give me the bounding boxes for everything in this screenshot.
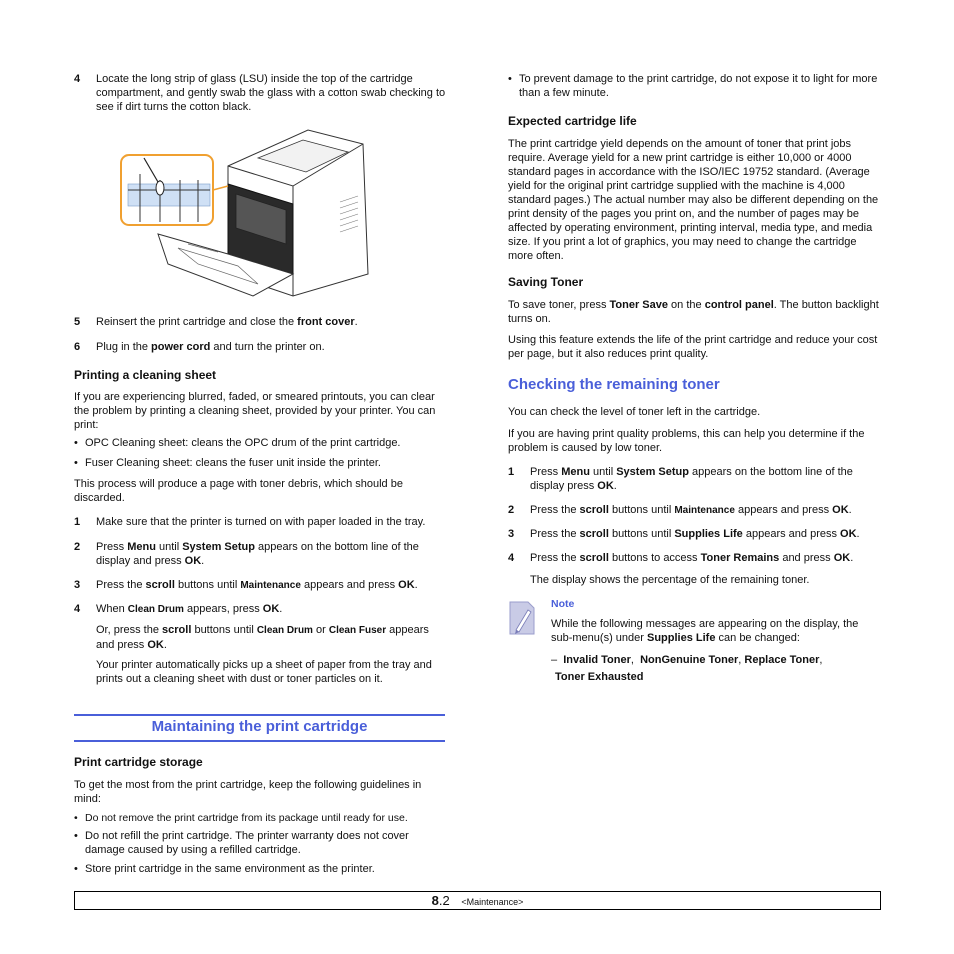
paragraph: If you are having print quality problems, this can help you determine if the problem is caused by low toner. [508,428,865,454]
note-message-list: – Invalid Toner, NonGenuine Toner, Replace Toner, [551,654,823,666]
bullet-item: • To prevent damage to the print cartridge, do not expose it to light for more than a few minute. [519,72,880,100]
note-label: Note [551,598,575,610]
paragraph: This process will produce a page with toner debris, which should be discarded. [74,478,403,504]
bullet-item: • Store print cartridge in the same environment as the printer. [85,862,445,876]
note-icon [508,600,536,636]
bullet-item: • Do not remove the print cartridge from its package until ready for use. [85,811,445,825]
note-text: While the following messages are appearing on the display, the sub-menu(s) under Supplies Life can be changed: [551,618,859,644]
check-toner-heading: Checking the remaining toner [508,376,720,393]
step-text: Plug in the power cord and turn the printer on. [96,341,325,353]
step-number: 3 [508,528,515,540]
bullet-item: • Fuser Cleaning sheet: cleans the fuser unit inside the printer. [85,456,445,470]
footer-chapter-label: <Maintenance> [461,897,524,907]
life-heading: Expected cartridge life [508,114,637,128]
section-heading: Maintaining the print cartridge [151,718,368,735]
section-heading-bar [74,714,445,742]
step-number: 2 [74,541,81,553]
step-number: 3 [74,579,81,591]
storage-heading: Print cartridge storage [74,755,203,769]
step-text: Make sure that the printer is turned on with paper loaded in the tray. [96,516,426,528]
step-text: Press the scroll buttons until Supplies Life appears and press OK. [530,528,860,540]
note-message-list: Toner Exhausted [555,671,644,683]
step-text: Locate the long strip of glass (LSU) inside the top of the cartridge compartment, and gently swab the glass with a cotton swab checking to see if dirt turns the cotton black. [96,73,446,113]
step-number: 4 [508,552,515,564]
page-footer [74,891,881,910]
step-number: 1 [508,466,515,478]
cleaning-heading: Printing a cleaning sheet [74,368,217,382]
page-number: 8 [431,893,439,908]
step-text: Press the scroll buttons to access Toner Remains and press OK. [530,552,854,564]
paragraph: You can check the level of toner left in the cartridge. [508,406,761,418]
paragraph: The print cartridge yield depends on the amount of toner that print jobs require. Average yield for a new print cartridge is either 10,000 or 4000 standard pages in accordance with the ISO/IEC 19752 standard. (Average yield for the original print cartridge supplied with the machine is 4,000 standard pages.) The actual number may also be different depending on the print density of the pages you print on, and the number of pages may be affected by operating environment, printing interval, media type, and media size. If you print a lot of graphics, you may need to change the cartridge more often. [508,138,879,262]
step-text: Or, press the scroll buttons until Clean Drum or Clean Fuser appears and press OK. [96,624,429,651]
step-number: 4 [74,603,81,615]
step-text: The display shows the percentage of the remaining toner. [530,574,810,586]
printer-illustration [118,124,376,298]
step-text: Press the scroll buttons until Maintenance appears and press OK. [96,579,418,591]
step-text: Press Menu until System Setup appears on the bottom line of the display and press OK. [96,541,419,567]
bullet-item: • Do not refill the print cartridge. The printer warranty does not cover damage caused by using a refilled cartridge. [85,829,445,857]
paragraph: Using this feature extends the life of the print cartridge and reduce your cost per page, but it also reduces print quality. [508,334,878,360]
step-text: Press Menu until System Setup appears on the bottom line of the display press OK. [530,466,853,492]
saving-heading: Saving Toner [508,275,584,289]
bullet-item: • OPC Cleaning sheet: cleans the OPC drum of the print cartridge. [85,436,445,450]
step-text: When Clean Drum appears, press OK. [96,603,283,615]
step-number: 2 [508,504,515,516]
step-number: 1 [74,516,81,528]
step-number: 5 [74,316,81,328]
step-text: Your printer automatically picks up a sheet of paper from the tray and prints out a cleaning sheet with dust or toner particles on it. [96,659,432,685]
paragraph: If you are experiencing blurred, faded, or smeared printouts, you can clear the problem by printing a cleaning sheet, provided by your printer. You can print: [74,391,436,431]
page-number-suffix: .2 [438,893,450,908]
step-number: 6 [74,341,81,353]
paragraph: To save toner, press Toner Save on the control panel. The button backlight turns on. [508,299,879,325]
step-number: 4 [74,73,81,85]
step-text: Reinsert the print cartridge and close the front cover. [96,316,358,328]
paragraph: To get the most from the print cartridge, keep the following guidelines in mind: [74,779,422,805]
step-text: Press the scroll buttons until Maintenance appears and press OK. [530,504,852,516]
